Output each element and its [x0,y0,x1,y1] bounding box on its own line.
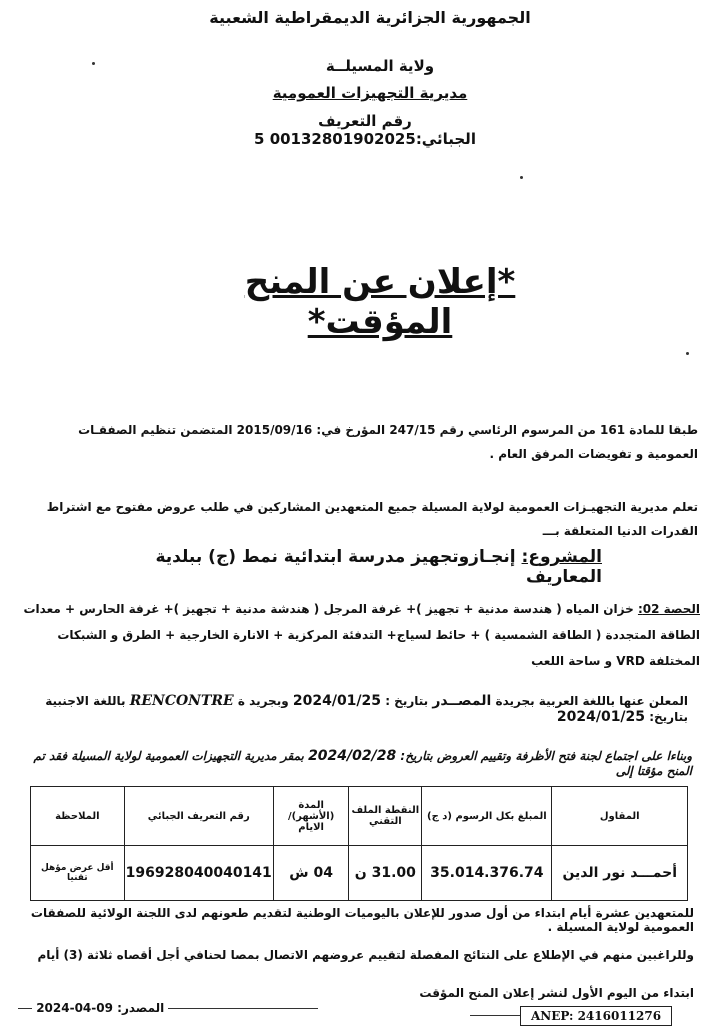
meeting-prefix: وبناءا على اجتماع لجنة فتح الأظرفة وتقييم العروض بتاريخ: [400,749,692,763]
cell-remarks: أقل عرض مؤهل تقنيا [31,846,125,901]
and-newspaper: وبجريد ة [237,694,289,708]
arabic-publication-date: 2024/01/25 [292,693,382,709]
publication-date-label: بتاريخ : [385,694,429,708]
lot-label: الحصة 02: [637,602,700,616]
lot-paragraph [20,596,700,674]
legal-basis-paragraph: طبقا للمادة 161 من المرسوم الرئاسي رقم 247/15 المؤرخ في: 2015/09/16 المتضمن تنظيم الصفقـات العمومية و تفويضات المرفق العام . [78,423,698,461]
directorate-heading: مديرية التجهيزات العمومية [272,84,468,102]
cell-duration: 04 ش [273,846,349,901]
header-remarks: الملاحظة [31,787,125,846]
rule-divider [470,1015,520,1016]
announcement-title: *إعلان عن المنح المؤقت* [244,262,516,342]
meeting-date: 2024/02/28 [308,748,397,764]
anep-reference: ANEP: 2416011276 [520,1006,672,1026]
header-contractor: المقاول [552,787,688,846]
meeting-line [28,748,692,778]
foreign-newspaper: RENCONTRE [129,693,234,709]
project-label: المشروع: [521,547,602,567]
publication-line [28,693,688,725]
cell-amount: 35.014.376.74 [422,846,552,901]
rule-divider [18,1008,32,1009]
notice-paragraph: تعلم مديرية التجهيـزات العمومية لولاية المسيلة جميع المتعهدين المشاركين في طلب عروض مفتوح مع اشتراط القدرات الدنيا المتعلقة بـــ [46,500,698,538]
results-notice: وللراغبين منهم في الإطلاع على النتائج المفصلة لتقييم عروضهم الاتصال بمصا لحنافي أجل أقصاه ثلاثة (3) أيام ابتداء من اليوم الأول لنشر إعلان المنح المؤقت [37,948,694,1000]
source-line [18,1001,378,1015]
rule-divider [168,1008,318,1009]
foreign-date-label: باللغة الاجنبية بتاريخ: [45,694,688,724]
foreign-publication-date: 2024/01/25 [556,709,646,725]
meeting-suffix: بمقر مديرية التجهيزات العمومية لولاية المسيلة فقد تم المنح مؤقتا إلى [33,749,692,778]
lot-description: خزان المياه ( هندسة مدنية + تجهيز )+ غرفة المرجل ( هندشة مدنية + تجهيز )+ غرفة الحارس + معدات الطاقة المتجددة ( الطاقة الشمسية ) + حائط لسياج+ التدفئة المركزية + الانارة الخارجية + الطرق و الشبكات المختلفة VRD و ساحة اللعب [23,602,700,668]
award-table [30,786,688,901]
speck-mark [520,176,523,179]
table-header-row [31,787,688,846]
cell-contractor: أحمـــد نور الدين [552,846,688,901]
cell-score: 31.00 ن [349,846,422,901]
project-line [150,547,602,587]
tax-id-line: رقم التعريف الجبائي:00132801902025 5 [254,112,476,148]
arabic-newspaper: المصــدر [432,693,492,709]
wilaya-heading: ولاية المسيلــة [325,57,435,75]
header-tax-id: رقم التعريف الجبائي [124,787,273,846]
header-duration: المدة (الأشهر)/ الايام [273,787,349,846]
header-amount: المبلغ بكل الرسوم (د ج) [422,787,552,846]
table-row [31,846,688,901]
speck-mark [686,352,689,355]
publication-prefix: المعلن عنها باللغة العربية بجريدة [495,694,688,708]
header-score: النقطة الملف التقني [349,787,422,846]
appeal-notice: للمتعهدين عشرة أيام ابتداء من أول صدور للإعلان باليوميات الوطنية لتقديم طعونهم لدى اللجنة الولائية للصفقات العمومية لولاية المسيلة . [30,906,694,934]
speck-mark [92,62,95,65]
republic-heading: الجمهورية الجزائرية الديمقراطية الشعبية [209,8,531,27]
source-date: 2024-04-09 [36,1001,113,1015]
source-label: المصدر: [117,1001,165,1015]
cell-tax-id: 196928040040141 [124,846,273,901]
project-name: إنجـازوتجهيز مدرسة ابتدائية نمط (ج) ببلدية المعاريف [155,547,602,587]
